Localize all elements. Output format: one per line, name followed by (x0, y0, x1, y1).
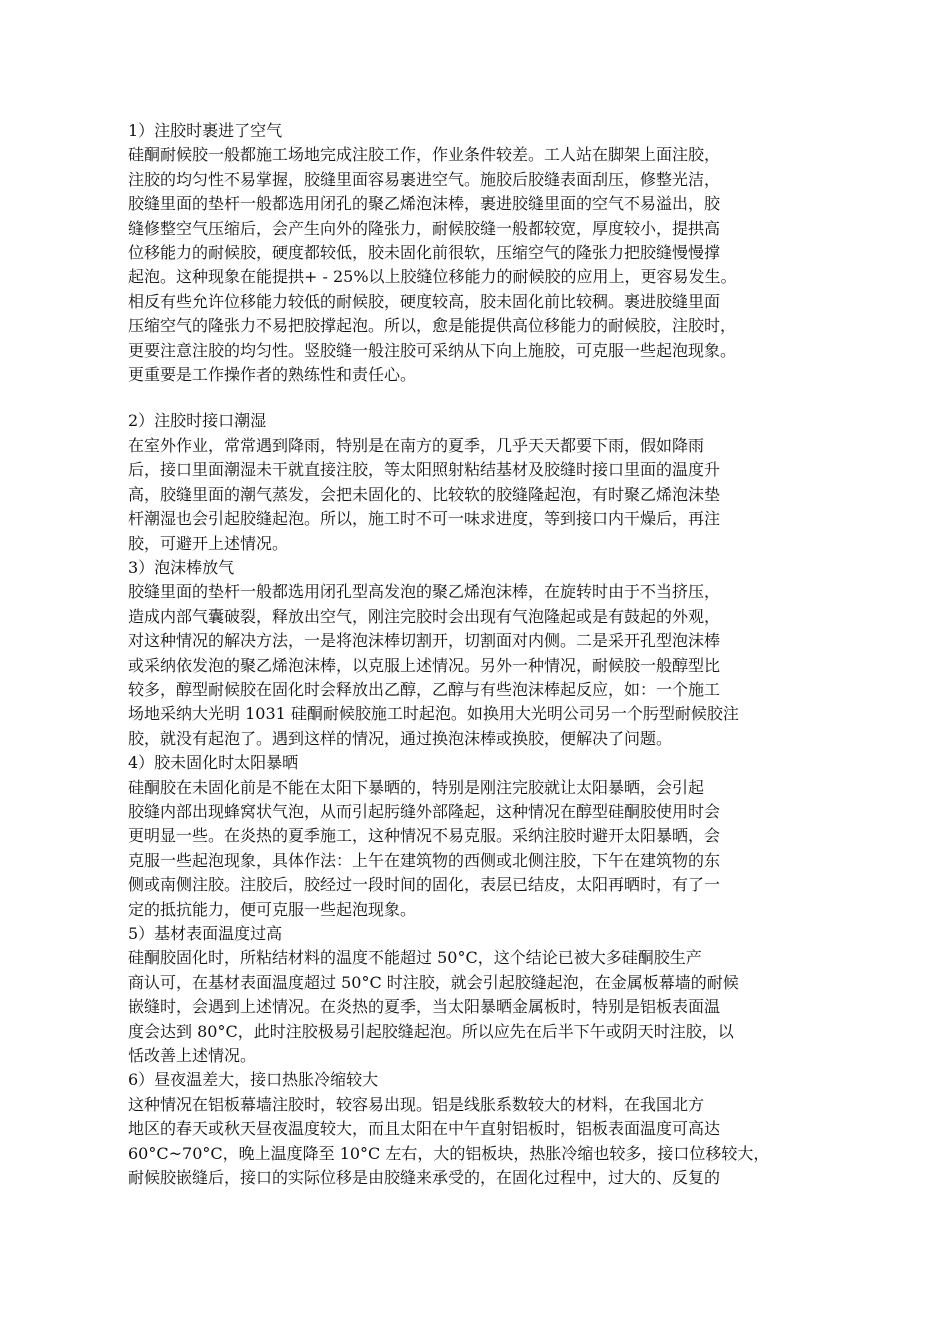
paragraph-line: 在室外作业，常常遇到降雨，特别是在南方的夏季，几乎天天都要下雨，假如降雨 (128, 435, 705, 455)
paragraph-line: 嵌缝时，会遇到上述情况。在炎热的夏季，当太阳暴晒金属板时，特别是铝板表面温 (128, 997, 721, 1017)
paragraph-line: 杆潮湿也会引起胶缝起泡。所以，施工时不可一味求进度，等到接口内干燥后，再注 (128, 509, 721, 529)
paragraph-line: 压缩空气的隆张力不易把胶撑起泡。所以，愈是能提供高位移能力的耐候胶，注胶时， (128, 316, 737, 336)
document-body (128, 119, 850, 1190)
section-1 (128, 119, 850, 387)
paragraph-line: 商认可，在基材表面温度超过 50°C 时注胶，就会引起胶缝起泡，在金属板幕墙的耐候 (128, 972, 739, 992)
paragraph-line: 度会达到 80°C，此时注胶极易引起胶缝起泡。所以应先在后半下午或阴天时注胶，以 (128, 1021, 734, 1041)
paragraph-line: 更要注意注胶的均匀性。竖胶缝一般注胶可采纳从下向上施胶，可克服一些起泡现象。 (128, 340, 737, 360)
paragraph-line: 胶，就没有起泡了。遇到这样的情况，通过换泡沫棒或换胶，便解决了问题。 (128, 728, 673, 748)
paragraph-line: 胶，可避开上述情况。 (128, 533, 289, 553)
paragraph-line: 胶缝里面的垫杆一般都选用闭孔型高发泡的聚乙烯泡沫棒，在旋转时由于不当挤压， (128, 582, 721, 602)
section-2 (128, 409, 850, 555)
paragraph-line: 胶缝里面的垫杆一般都选用闭孔的聚乙烯泡沫棒，裹进胶缝里面的空气不易溢出，胶 (128, 194, 721, 214)
paragraph-line: 胶缝内部出现蜂窝状气泡，从而引起肟缝外部隆起，这种情况在醇型硅酮胶使用时会 (128, 801, 721, 821)
section-heading: 3）泡沫棒放气 (128, 557, 235, 577)
paragraph-line: 或采纳依发泡的聚乙烯泡沫棒，以克服上述情况。另外一种情况，耐候胶一般醇型比 (128, 655, 721, 675)
section-heading: 5）基材表面温度过高 (128, 924, 283, 943)
section-heading: 6）昼夜温差大，接口热胀冷缩较大 (128, 1070, 379, 1090)
paragraph-line: 对这种情况的解决方法，一是将泡沫棒切割开，切割面对内侧。二是采开孔型泡沫棒 (128, 631, 721, 651)
paragraph-line: 地区的春天或秋天昼夜温度较大，而且太阳在中午直射铝板时，铝板表面温度可高达 (128, 1119, 721, 1139)
paragraph-line: 场地采纳大光明 1031 硅酮耐候胶施工时起泡。如换用大光明公司另一个肟型耐候胶注 (128, 704, 739, 724)
paragraph-line: 这种情况在铝板幕墙注胶时，较容易出现。铝是线胀系数较大的材料，在我国北方 (128, 1094, 705, 1114)
paragraph-line: 恬改善上述情况。 (128, 1046, 257, 1066)
paragraph-line: 起泡。这种现象在能提拱+ - 25%以上胶缝位移能力的耐候胶的应用上，更容易发生。 (128, 267, 737, 287)
section-5 (128, 922, 850, 1068)
paragraph-line: 硅酮胶在未固化前是不能在太阳下暴晒的，特别是刚注完胶就让太阳暴晒，会引起 (128, 777, 705, 797)
paragraph-line: 造成内部气囊破裂，释放出空气，刚注完胶时会出现有气泡隆起或是有鼓起的外观， (128, 606, 721, 626)
paragraph-line: 更重要是工作操作者的熟练性和责任心。 (128, 365, 417, 385)
section-4 (128, 751, 850, 922)
paragraph-line: 耐候胶嵌缝后，接口的实际位移是由胶缝来承受的，在固化过程中，过大的、反复的 (128, 1168, 721, 1188)
paragraph-line: 高，胶缝里面的潮气蒸发，会把未固化的、比较软的胶缝隆起泡，有时聚乙烯泡沫垫 (128, 484, 721, 504)
section-heading: 1）注胶时裹进了空气 (128, 121, 283, 140)
section-spacer (128, 387, 850, 409)
paragraph-line: 注胶的均匀性不易掌握，胶缝里面容易裹进空气。施胶后胶缝表面刮压，修整光洁， (128, 169, 721, 189)
section-3 (128, 556, 850, 751)
paragraph-line: 较多，醇型耐候胶在固化时会释放出乙醇，乙醇与有些泡沫棒起反应，如：一个施工 (128, 679, 721, 699)
paragraph-line: 60°C~70°C，晚上温度降至 10°C 左右，大的铝板块，热胀冷缩也较多，接口位移较大， (128, 1143, 770, 1163)
paragraph-line: 克服一些起泡现象，具体作法：上午在建筑物的西侧或北侧注胶，下午在建筑物的东 (128, 850, 721, 870)
paragraph-line: 硅酮胶固化时，所粘结材料的温度不能超过 50°C，这个结论已被大多硅酮胶生产 (128, 948, 702, 968)
section-heading: 4）胶未固化时太阳暴晒 (128, 753, 299, 773)
paragraph-line: 后，接口里面潮湿未干就直接注胶，等太阳照射粘结基材及胶缝时接口里面的温度升 (128, 460, 721, 480)
paragraph-line: 位移能力的耐候胶，硬度都较低，胶未固化前很软，压缩空气的隆张力把胶缝慢慢撑 (128, 243, 721, 263)
section-heading: 2）注胶时接口潮湿 (128, 411, 267, 431)
paragraph-line: 缝修整空气压缩后，会产生向外的隆张力，耐候胶缝一般都较宽，厚度较小，提拱高 (128, 218, 721, 238)
paragraph-line: 更明显一些。在炎热的夏季施工，这种情况不易克服。采纳注胶时避开太阳暴晒，会 (128, 826, 721, 846)
paragraph-line: 硅酮耐候胶一般都施工场地完成注胶工作，作业条件较差。工人站在脚架上面注胶， (128, 145, 721, 165)
paragraph-line: 侧或南侧注胶。注胶后，胶经过一段时间的固化，表层已结皮，太阳再晒时，有了一 (128, 875, 721, 895)
paragraph-line: 相反有些允许位移能力较低的耐候胶，硬度较高，胶未固化前比较稠。裹进胶缝里面 (128, 291, 721, 311)
paragraph-line: 定的抵抗能力，便可克服一些起泡现象。 (128, 899, 417, 919)
section-6 (128, 1068, 850, 1190)
